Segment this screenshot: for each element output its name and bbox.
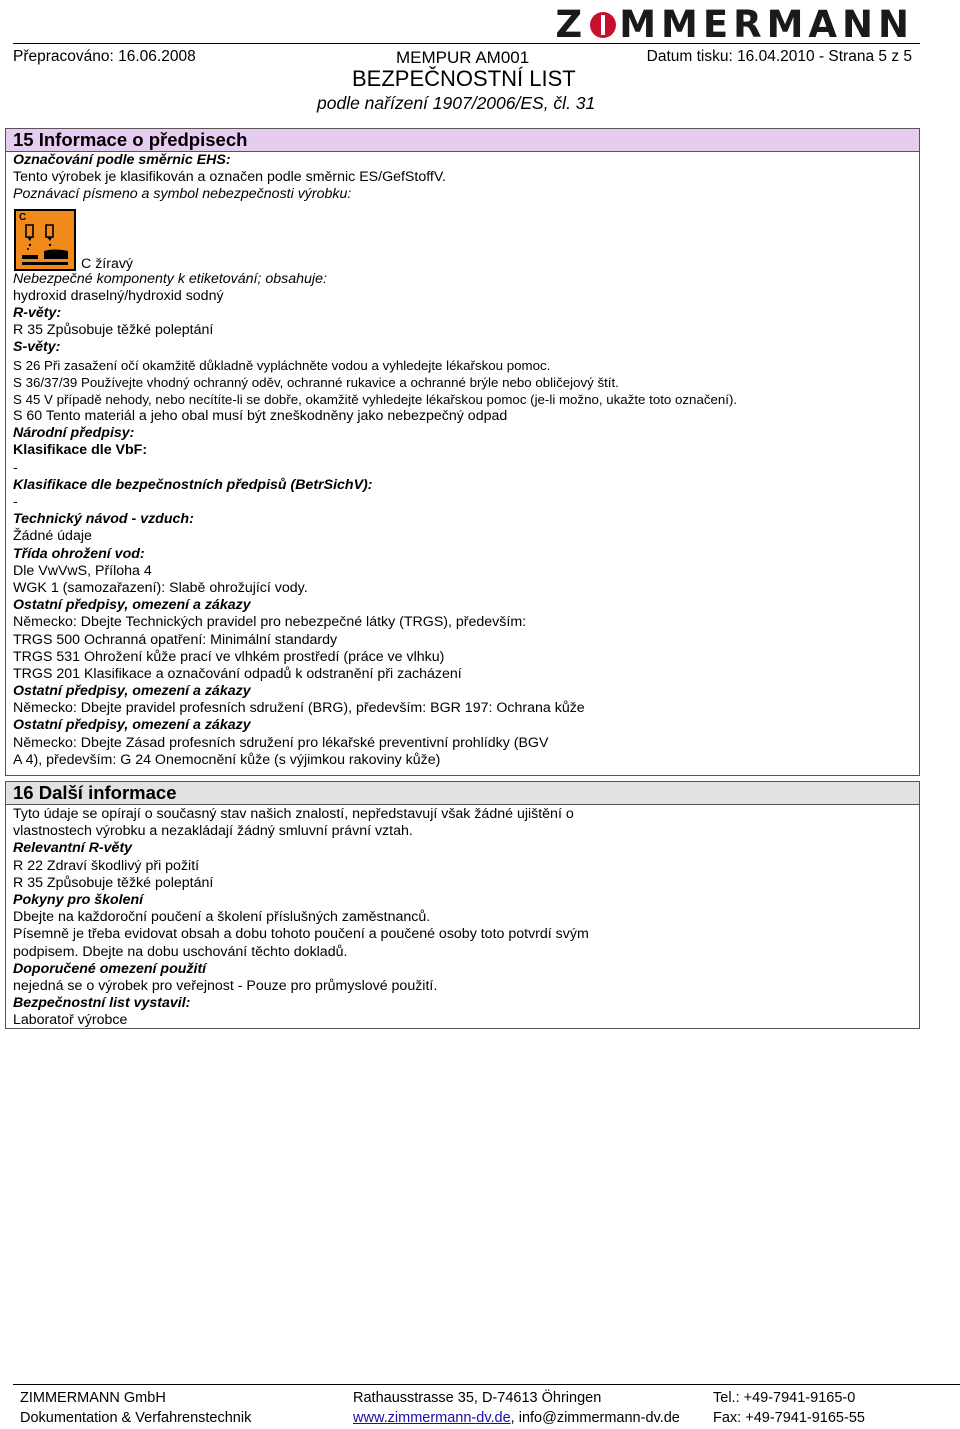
corrosive-hazard-icon — [14, 209, 76, 271]
section-15-line: Klasifikace dle VbF: — [13, 442, 148, 459]
hazard-letter: C — [19, 211, 27, 223]
section-15-line: - — [13, 459, 18, 476]
section-15-line: WGK 1 (samozařazení): Slabě ohrožující vody. — [13, 579, 308, 596]
section-16-line: Pokyny pro školení — [13, 891, 144, 908]
footer-fax: Fax: +49-7941-9165-55 — [713, 1410, 865, 1426]
section-15-line: R 35 Způsobuje těžké poleptání — [13, 322, 214, 339]
section-16-line: R 35 Způsobuje těžké poleptání — [13, 874, 214, 891]
section-15-line: Německo: Dbejte Technických pravidel pro nebezpečné látky (TRGS), především: — [13, 614, 527, 631]
section-15-line: S 45 V případě nehody, nebo necítíte-li se dobře, okamžitě vyhledejte lékařskou pomoc (je-li možno, ukažte toto označení). — [13, 391, 738, 407]
footer-company-block — [20, 1388, 251, 1428]
section-15-line: TRGS 531 Ohrožení kůže prací ve vlhkém prostředí (práce ve vlhku) — [13, 648, 445, 665]
zimmermann-logo — [555, 4, 914, 44]
section-16-line: Laboratoř výrobce — [13, 1012, 128, 1029]
section-15-line: S 60 Tento materiál a jeho obal musí být zneškodněny jako nebezpečný odpad — [13, 408, 508, 425]
section-15-line: A 4), především: G 24 Onemocnění kůže (s výjimkou rakoviny kůže) — [13, 751, 441, 768]
footer-divider — [13, 1384, 960, 1385]
section-15-line: Klasifikace dle bezpečnostních předpisů (BetrSichV): — [13, 476, 373, 493]
footer-tel: Tel.: +49-7941-9165-0 — [713, 1390, 856, 1406]
footer-website-link[interactable]: www.zimmermann-dv.de — [353, 1410, 511, 1426]
section-15-line: S 26 Při zasažení očí okamžitě důkladně vypláchněte vodou a vyhledejte lékařskou pomoc. — [13, 357, 551, 373]
section-15-line: Ostatní předpisy, omezení a zákazy — [13, 683, 251, 700]
section-15-line: - — [13, 494, 18, 510]
section-15-line: R-věty: — [13, 304, 62, 321]
footer-phone-block — [713, 1388, 865, 1428]
section-15-line: Označování podle směrnic EHS: — [13, 152, 231, 168]
section-15-line: Žádné údaje — [13, 528, 92, 545]
section-16-line: Doporučené omezení použití — [13, 960, 207, 977]
section-16-line: Tyto údaje se opírají o současný stav našich znalostí, nepředstavují však žádné ujištění o — [13, 806, 574, 822]
header-divider — [13, 43, 920, 44]
section-15-line: Dle VwVwS, Příloha 4 — [13, 562, 152, 579]
section-15-line: S-věty: — [13, 339, 61, 356]
logo-text-start: Z — [555, 2, 588, 46]
document-title: BEZPEČNOSTNÍ LIST — [352, 66, 576, 91]
section-16-line: vlastnostech výrobku a nezakládají žádný smluvní právní vztah. — [13, 823, 413, 840]
section-15-line: Tento výrobek je klasifikován a označen podle směrnic ES/GefStoffV. — [13, 169, 446, 186]
footer-address-block — [353, 1388, 680, 1428]
document-subtitle: podle nařízení 1907/2006/ES, čl. 31 — [317, 93, 596, 113]
section-16-other-info — [5, 781, 920, 1029]
footer-department: Dokumentation & Verfahrenstechnik — [20, 1410, 252, 1426]
corrosive-pictogram — [20, 223, 70, 267]
section-15-line: Ostatní předpisy, omezení a zákazy — [13, 597, 251, 614]
section-15-line: Poznávací písmeno a symbol nebezpečnosti výrobku: — [13, 186, 352, 203]
hazard-label: C žíravý — [81, 255, 134, 272]
section-16-line: nejedná se o výrobek pro veřejnost - Pouze pro průmyslové použití. — [13, 977, 438, 994]
section-15-line: Technický návod - vzduch: — [13, 511, 194, 528]
logo-text-end: MMERMANN — [619, 2, 914, 46]
section-15-body — [6, 152, 919, 769]
footer-address: Rathausstrasse 35, D-74613 Öhringen — [353, 1390, 602, 1406]
footer-company: ZIMMERMANN GmbH — [20, 1390, 166, 1406]
section-15-line: Německo: Dbejte pravidel profesních sdružení (BRG), především: BGR 197: Ochrana kůže — [13, 700, 585, 717]
section-15-line: Nebezpečné komponenty k etiketování; obsahuje: — [13, 270, 327, 287]
section-16-line: Dbejte na každoroční poučení a školení příslušných zaměstnanců. — [13, 909, 431, 926]
section-16-line: Relevantní R-věty — [13, 840, 133, 857]
section-15-lines-top — [13, 152, 919, 204]
footer-contact-line — [353, 1408, 680, 1428]
section-15-line: S 36/37/39 Používejte vhodný ochranný oděv, ochranné rukavice a ochranné brýle nebo obličejový štít. — [13, 374, 619, 390]
section-16-body — [6, 805, 919, 1029]
hazard-symbol-row — [13, 205, 919, 271]
product-name: MEMPUR AM001 — [396, 48, 530, 67]
section-15-line: hydroxid draselný/hydroxid sodný — [13, 287, 224, 304]
section-16-line: R 22 Zdraví škodlivý při požití — [13, 857, 200, 874]
section-15-lines-bottom — [13, 271, 919, 769]
section-16-heading: 16 Další informace — [6, 782, 919, 805]
revised-date: Přepracováno: 16.06.2008 — [13, 48, 196, 65]
section-15-line: TRGS 500 Ochranná opatření: Minimální standardy — [13, 631, 338, 648]
footer-email[interactable]: info@zimmermann-dv.de — [518, 1410, 680, 1426]
print-date-page: Datum tisku: 16.04.2010 - Strana 5 z 5 — [646, 48, 912, 65]
section-15-regulatory-info — [5, 128, 920, 776]
section-16-line: Bezpečnostní list vystavil: — [13, 995, 191, 1012]
footer-separator: , — [510, 1410, 519, 1426]
logo-dot-icon — [590, 12, 616, 38]
section-15-line: TRGS 201 Klasifikace a označování odpadů k odstranění při zacházení — [13, 665, 462, 682]
section-15-line: Ostatní předpisy, omezení a zákazy — [13, 717, 251, 734]
section-15-line: Národní předpisy: — [13, 425, 135, 442]
section-16-line: Písemně je třeba evidovat obsah a dobu tohoto poučení a poučené osoby toto potvrdí svým — [13, 926, 589, 943]
section-15-line: Německo: Dbejte Zásad profesních sdružení pro lékařské preventivní prohlídky (BGV — [13, 734, 549, 751]
section-16-line: podpisem. Dbejte na dobu uschování těchto dokladů. — [13, 943, 348, 960]
section-15-heading: 15 Informace o předpisech — [6, 129, 919, 152]
section-15-line: Třída ohrožení vod: — [13, 545, 145, 562]
